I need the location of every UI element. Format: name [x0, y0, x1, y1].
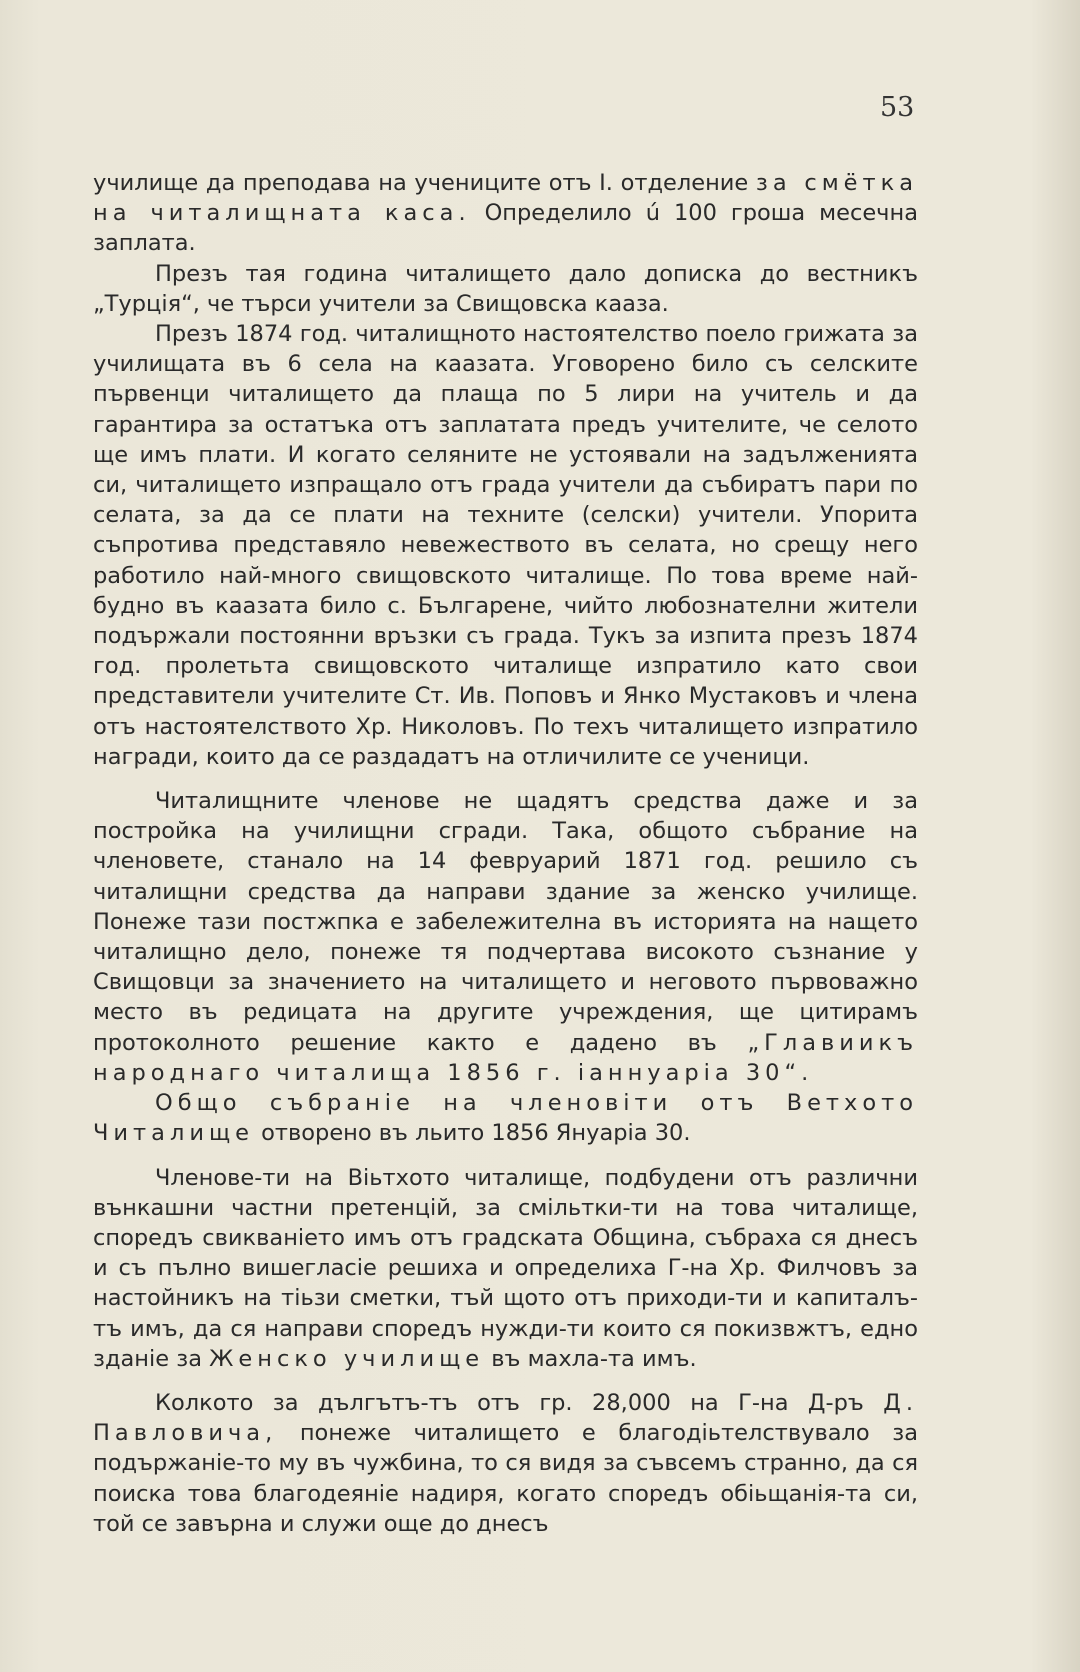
paragraph-text: понеже читалището е благодіьтелствувало за подържаніе-то му въ чужбина, то ся видя за съвсемъ странно, да ся поиска това благодеяніе надиря, когато споредъ обіьщанія-та си, той се завърна и служи още до днесъ — [93, 1420, 918, 1537]
paragraph-text: Членове-ти на Віьтхото читалище, подбудени отъ различни вънкашни частни претенцій, за смільтки-ти на това читалище, споредъ свикваніето имъ отъ градската Община, събраха ся днесъ и съ пълно вишегласіе решиха и определиха Г-на Хр. Филчовъ за настойникъ на тіьзи сметки, тъй щото отъ приходи-ти и капиталъ-тъ имъ, да ся направи споредъ нужди-ти които ся покизвжтъ, едно зданіе за — [93, 1164, 918, 1372]
paragraph-2: Презъ тая година читалището дало дописка до вестникъ „Турція“, че търси учители за Свищовска кааза. — [93, 260, 918, 317]
spaced-emphasis: Д. Павловича, — [93, 1389, 918, 1447]
spaced-emphasis: „Главиикъ народнаго читалища 1856 г. іаннуаріа 30“. — [93, 1029, 918, 1086]
spaced-emphasis: Общо събраніе на членовіти отъ Ветхото Читалище — [93, 1090, 918, 1147]
paragraph-5 — [93, 1088, 918, 1148]
body-text — [93, 168, 918, 1539]
paragraph-4 — [93, 786, 918, 1088]
paragraph-text: въ махла-та имъ. — [484, 1345, 697, 1372]
paragraph-text: училище да преподава на учениците отъ I. отделение — [93, 170, 756, 196]
paragraph-text: отворено въ льито 1856 Януаріа 30. — [253, 1120, 691, 1147]
paragraph-text: Читалищните членове не щадятъ средства даже и за постройка на училищни сгради. Така, общото събрание на членовете, станало на 14 февруарий 1871 год. решило съ читалищни средства да направи здание за женско училище. Понеже тази постжпка е забележителна въ историята на нащето читалищно дело, понеже тя подчертава високото съзнание у Свищовци за значението на читалището и неговото първоважно место въ редицата на другите учреждения, ще цитирамъ протоколното решение както е дадено въ — [93, 788, 918, 1056]
paragraph-1 — [93, 168, 918, 259]
paragraph-3: Презъ 1874 год. читалищното настоятелство поело грижата за училищата въ 6 села на каазата. Уговорено било съ селските първенци читалището да плаща по 5 лири на учитель и да гарантира за остатъка отъ заплатата предъ учителите, че селото ще имъ плати. И когато селяните не устоявали на задълженията си, читалището изпращало отъ града учители да събиратъ пари по селата, за да се плати на техните (селски) учители. Упорита съпротива представяло невежеството въ селата, но срещу него работило най-много свищовското читалище. По това време най-будно въ каазата било с. Българене, чийто любознателни жители подържали постоянни връзки съ града. Тукъ за изпита презъ 1874 год. пролетьта свищовското читалище изпратило като свои представители учителите Ст. Ив. Поповъ и Янко Мустаковъ и члена отъ настоятелството Хр. Николовъ. По техъ читалището изпратило награди, които да се раздадатъ на отличилите се ученици. — [93, 321, 918, 770]
paragraph-text: Колкото за дългътъ-тъ отъ гр. 28,000 на Г-на Д-ръ — [155, 1389, 884, 1416]
paragraph-text: Определило ú 100 гроша месечна заплата. — [93, 200, 918, 257]
page-number: 53 — [880, 92, 915, 123]
paragraph-7 — [93, 1388, 918, 1539]
spaced-emphasis: Женско училище — [209, 1345, 485, 1372]
paragraph-6 — [93, 1163, 918, 1374]
spaced-emphasis: за смётка на читалищната каса. — [93, 170, 918, 227]
